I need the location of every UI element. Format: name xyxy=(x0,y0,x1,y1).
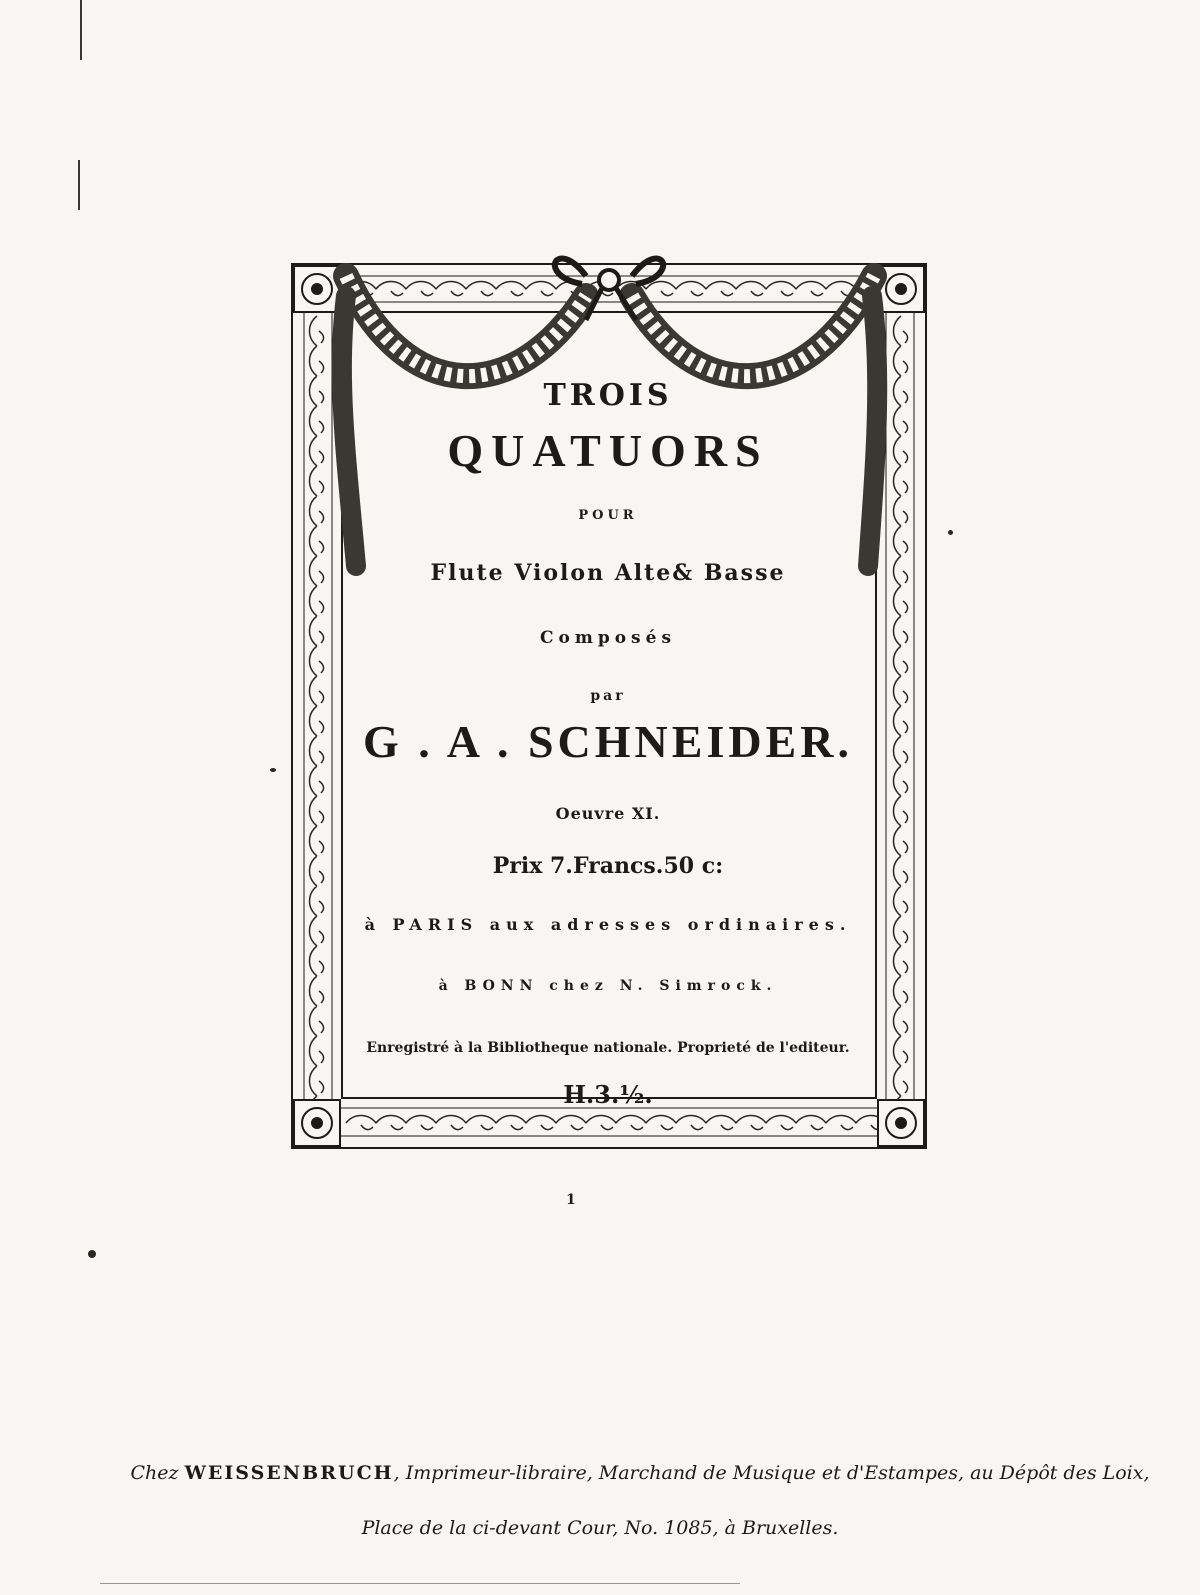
imprint-publisher: WEISSENBRUCH xyxy=(184,1462,394,1484)
imprint-details: , Imprimeur-libraire, Marchand de Musique et d'Estampes, au Dépôt des Loix, xyxy=(393,1462,1150,1484)
imprint-line-2: Place de la ci-devant Cour, No. 1085, à Bruxelles. xyxy=(361,1517,839,1539)
vine-ornament xyxy=(894,316,908,1126)
composes-label: Composés xyxy=(539,628,677,648)
par-label: par xyxy=(590,688,626,704)
title-pour: POUR xyxy=(578,508,638,523)
copyright-notice: Enregistré à la Bibliotheque nationale. Proprieté de l'editeur. xyxy=(366,1040,850,1056)
bonn-address: à BONN chez N. Simrock. xyxy=(438,978,778,994)
imprint-line-1 xyxy=(40,1462,1200,1484)
title-trois: TROIS xyxy=(543,378,673,413)
page-number: 1 xyxy=(566,1192,576,1208)
scan-speck xyxy=(270,768,276,772)
scan-mark xyxy=(78,160,80,210)
paris-address: à PARIS aux adresses ordinaires. xyxy=(364,915,852,934)
title-block xyxy=(340,0,876,1160)
title-quatuors: QUATUORS xyxy=(447,425,769,476)
scan-speck xyxy=(948,530,953,535)
instrumentation: Flute Violon Alte& Basse xyxy=(430,560,786,586)
scan-mark xyxy=(80,0,82,60)
imprint-prefix: Chez xyxy=(130,1462,179,1484)
opus-number: Oeuvre XI. xyxy=(555,804,661,823)
plate-number: H.3.½. xyxy=(563,1080,653,1109)
price: Prix 7.Francs.50 c: xyxy=(492,853,724,879)
scan-speck xyxy=(88,1250,96,1258)
scan-mark xyxy=(100,1583,740,1584)
composer-name: G . A . SCHNEIDER. xyxy=(363,716,853,767)
vine-ornament xyxy=(310,316,324,1126)
